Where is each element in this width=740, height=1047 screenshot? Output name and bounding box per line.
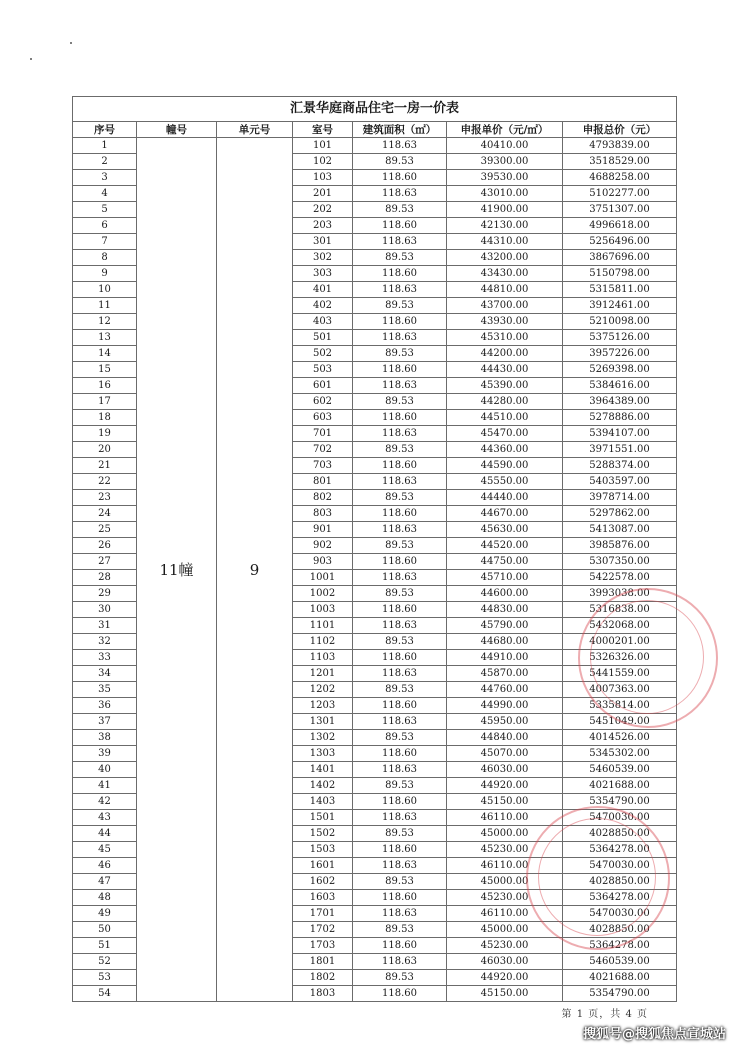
cell-serial: 18 xyxy=(73,410,137,426)
cell-room: 802 xyxy=(293,490,353,506)
cell-serial: 29 xyxy=(73,586,137,602)
cell-unit-price: 45000.00 xyxy=(447,874,563,890)
cell-total-price: 5307350.00 xyxy=(563,554,677,570)
cell-total-price: 4028850.00 xyxy=(563,922,677,938)
cell-area: 118.60 xyxy=(353,554,447,570)
cell-total-price: 5278886.00 xyxy=(563,410,677,426)
cell-serial: 44 xyxy=(73,826,137,842)
cell-unit-price: 44840.00 xyxy=(447,730,563,746)
cell-area: 118.63 xyxy=(353,282,447,298)
cell-serial: 28 xyxy=(73,570,137,586)
cell-area: 118.63 xyxy=(353,762,447,778)
cell-unit-price: 44310.00 xyxy=(447,234,563,250)
cell-area: 118.63 xyxy=(353,186,447,202)
cell-total-price: 5364278.00 xyxy=(563,842,677,858)
cell-room: 201 xyxy=(293,186,353,202)
cell-total-price: 5326326.00 xyxy=(563,650,677,666)
cell-area: 89.53 xyxy=(353,586,447,602)
cell-serial: 25 xyxy=(73,522,137,538)
cell-serial: 26 xyxy=(73,538,137,554)
cell-room: 903 xyxy=(293,554,353,570)
cell-serial: 8 xyxy=(73,250,137,266)
cell-serial: 31 xyxy=(73,618,137,634)
cell-area: 89.53 xyxy=(353,970,447,986)
cell-serial: 4 xyxy=(73,186,137,202)
cell-area: 89.53 xyxy=(353,250,447,266)
cell-area: 89.53 xyxy=(353,298,447,314)
header-total-price: 申报总价（元） xyxy=(563,122,677,138)
cell-unit-price: 45230.00 xyxy=(447,842,563,858)
cell-total-price: 5441559.00 xyxy=(563,666,677,682)
page-number: 第 1 页，共 4 页 xyxy=(561,1009,648,1020)
cell-unit-price: 45230.00 xyxy=(447,938,563,954)
cell-serial: 52 xyxy=(73,954,137,970)
cell-unit-price: 43930.00 xyxy=(447,314,563,330)
cell-total-price: 5422578.00 xyxy=(563,570,677,586)
cell-serial: 34 xyxy=(73,666,137,682)
cell-unit-price: 45470.00 xyxy=(447,426,563,442)
cell-unit-price: 44810.00 xyxy=(447,282,563,298)
cell-total-price: 5364278.00 xyxy=(563,890,677,906)
cell-serial: 33 xyxy=(73,650,137,666)
cell-total-price: 5413087.00 xyxy=(563,522,677,538)
cell-total-price: 4793839.00 xyxy=(563,138,677,154)
cell-unit-price: 43010.00 xyxy=(447,186,563,202)
cell-serial: 13 xyxy=(73,330,137,346)
cell-room: 102 xyxy=(293,154,353,170)
cell-serial: 5 xyxy=(73,202,137,218)
cell-total-price: 5297862.00 xyxy=(563,506,677,522)
cell-unit-price: 44830.00 xyxy=(447,602,563,618)
cell-serial: 21 xyxy=(73,458,137,474)
cell-area: 118.63 xyxy=(353,234,447,250)
cell-area: 89.53 xyxy=(353,154,447,170)
cell-serial: 15 xyxy=(73,362,137,378)
cell-total-price: 5256496.00 xyxy=(563,234,677,250)
cell-total-price: 5375126.00 xyxy=(563,330,677,346)
cell-serial: 12 xyxy=(73,314,137,330)
cell-area: 118.63 xyxy=(353,570,447,586)
cell-area: 89.53 xyxy=(353,202,447,218)
cell-room: 901 xyxy=(293,522,353,538)
cell-unit-price: 45630.00 xyxy=(447,522,563,538)
cell-room: 101 xyxy=(293,138,353,154)
cell-total-price: 5470030.00 xyxy=(563,810,677,826)
cell-unit-price: 44920.00 xyxy=(447,970,563,986)
cell-unit-price: 45150.00 xyxy=(447,986,563,1002)
cell-serial: 3 xyxy=(73,170,137,186)
cell-total-price: 3978714.00 xyxy=(563,490,677,506)
cell-serial: 36 xyxy=(73,698,137,714)
cell-unit-price: 44750.00 xyxy=(447,554,563,570)
cell-room: 1003 xyxy=(293,602,353,618)
cell-serial: 23 xyxy=(73,490,137,506)
source-watermark: 搜狐号@搜狐焦点宣城站 xyxy=(582,1027,726,1042)
cell-unit-price: 43700.00 xyxy=(447,298,563,314)
cell-total-price: 5102277.00 xyxy=(563,186,677,202)
cell-room: 701 xyxy=(293,426,353,442)
cell-total-price: 3518529.00 xyxy=(563,154,677,170)
cell-room: 1501 xyxy=(293,810,353,826)
header-area: 建筑面积（㎡） xyxy=(353,122,447,138)
header-building: 幢号 xyxy=(137,122,217,138)
cell-total-price: 5451049.00 xyxy=(563,714,677,730)
cell-room: 601 xyxy=(293,378,353,394)
cell-unit-price: 45950.00 xyxy=(447,714,563,730)
cell-room: 1001 xyxy=(293,570,353,586)
cell-total-price: 5394107.00 xyxy=(563,426,677,442)
cell-serial: 43 xyxy=(73,810,137,826)
cell-building: 11幢 xyxy=(137,138,217,1002)
cell-unit-price: 42130.00 xyxy=(447,218,563,234)
cell-area: 118.63 xyxy=(353,906,447,922)
cell-unit-price: 44520.00 xyxy=(447,538,563,554)
cell-total-price: 5150798.00 xyxy=(563,266,677,282)
cell-unit-price: 44670.00 xyxy=(447,506,563,522)
cell-room: 1502 xyxy=(293,826,353,842)
cell-area: 118.60 xyxy=(353,314,447,330)
cell-area: 118.60 xyxy=(353,842,447,858)
cell-room: 1701 xyxy=(293,906,353,922)
cell-serial: 39 xyxy=(73,746,137,762)
cell-area: 89.53 xyxy=(353,538,447,554)
cell-area: 118.60 xyxy=(353,170,447,186)
cell-unit-price: 45870.00 xyxy=(447,666,563,682)
cell-total-price: 3993038.00 xyxy=(563,586,677,602)
cell-area: 118.60 xyxy=(353,986,447,1002)
cell-room: 1703 xyxy=(293,938,353,954)
cell-serial: 45 xyxy=(73,842,137,858)
cell-room: 1002 xyxy=(293,586,353,602)
cell-total-price: 3985876.00 xyxy=(563,538,677,554)
cell-total-price: 3971551.00 xyxy=(563,442,677,458)
cell-area: 118.60 xyxy=(353,890,447,906)
cell-area: 118.60 xyxy=(353,266,447,282)
cell-room: 1101 xyxy=(293,618,353,634)
cell-area: 89.53 xyxy=(353,346,447,362)
cell-total-price: 5403597.00 xyxy=(563,474,677,490)
cell-area: 118.63 xyxy=(353,858,447,874)
cell-total-price: 3912461.00 xyxy=(563,298,677,314)
cell-area: 118.60 xyxy=(353,698,447,714)
cell-room: 703 xyxy=(293,458,353,474)
cell-total-price: 4021688.00 xyxy=(563,778,677,794)
cell-unit-price: 44440.00 xyxy=(447,490,563,506)
cell-room: 603 xyxy=(293,410,353,426)
cell-unit-price: 43430.00 xyxy=(447,266,563,282)
cell-total-price: 5470030.00 xyxy=(563,858,677,874)
cell-unit-price: 45390.00 xyxy=(447,378,563,394)
cell-serial: 6 xyxy=(73,218,137,234)
cell-unit-price: 45790.00 xyxy=(447,618,563,634)
cell-serial: 1 xyxy=(73,138,137,154)
cell-room: 503 xyxy=(293,362,353,378)
cell-unit-price: 45310.00 xyxy=(447,330,563,346)
cell-room: 1402 xyxy=(293,778,353,794)
cell-room: 1202 xyxy=(293,682,353,698)
cell-room: 1201 xyxy=(293,666,353,682)
cell-unit-price: 46110.00 xyxy=(447,810,563,826)
cell-area: 118.63 xyxy=(353,426,447,442)
cell-room: 202 xyxy=(293,202,353,218)
cell-total-price: 3957226.00 xyxy=(563,346,677,362)
cell-total-price: 5335814.00 xyxy=(563,698,677,714)
cell-area: 118.63 xyxy=(353,954,447,970)
cell-area: 118.60 xyxy=(353,794,447,810)
cell-total-price: 5269398.00 xyxy=(563,362,677,378)
cell-room: 602 xyxy=(293,394,353,410)
header-room: 室号 xyxy=(293,122,353,138)
cell-unit-price: 45230.00 xyxy=(447,890,563,906)
cell-area: 118.63 xyxy=(353,330,447,346)
cell-serial: 11 xyxy=(73,298,137,314)
cell-total-price: 3751307.00 xyxy=(563,202,677,218)
cell-unit-price: 44280.00 xyxy=(447,394,563,410)
cell-area: 118.63 xyxy=(353,138,447,154)
cell-room: 1403 xyxy=(293,794,353,810)
cell-room: 302 xyxy=(293,250,353,266)
table-title: 汇景华庭商品住宅一房一价表 xyxy=(72,96,677,121)
cell-unit-price: 44760.00 xyxy=(447,682,563,698)
cell-unit-price: 44920.00 xyxy=(447,778,563,794)
cell-area: 118.63 xyxy=(353,378,447,394)
cell-room: 303 xyxy=(293,266,353,282)
cell-serial: 9 xyxy=(73,266,137,282)
cell-total-price: 5345302.00 xyxy=(563,746,677,762)
cell-total-price: 4028850.00 xyxy=(563,826,677,842)
cell-room: 1603 xyxy=(293,890,353,906)
cell-unit-price: 44510.00 xyxy=(447,410,563,426)
cell-room: 1803 xyxy=(293,986,353,1002)
cell-total-price: 3867696.00 xyxy=(563,250,677,266)
cell-total-price: 3964389.00 xyxy=(563,394,677,410)
cell-serial: 54 xyxy=(73,986,137,1002)
cell-unit-price: 44680.00 xyxy=(447,634,563,650)
cell-area: 118.63 xyxy=(353,474,447,490)
cell-total-price: 4688258.00 xyxy=(563,170,677,186)
cell-room: 1401 xyxy=(293,762,353,778)
cell-unit-number: 9 xyxy=(217,138,293,1002)
cell-room: 801 xyxy=(293,474,353,490)
cell-serial: 38 xyxy=(73,730,137,746)
cell-room: 1302 xyxy=(293,730,353,746)
cell-serial: 53 xyxy=(73,970,137,986)
cell-serial: 47 xyxy=(73,874,137,890)
cell-room: 203 xyxy=(293,218,353,234)
header-unit: 单元号 xyxy=(217,122,293,138)
cell-room: 402 xyxy=(293,298,353,314)
cell-room: 1503 xyxy=(293,842,353,858)
cell-area: 118.60 xyxy=(353,746,447,762)
cell-room: 403 xyxy=(293,314,353,330)
cell-total-price: 5364278.00 xyxy=(563,938,677,954)
cell-area: 118.63 xyxy=(353,618,447,634)
cell-total-price: 5354790.00 xyxy=(563,794,677,810)
cell-area: 118.60 xyxy=(353,506,447,522)
cell-room: 1702 xyxy=(293,922,353,938)
cell-total-price: 4000201.00 xyxy=(563,634,677,650)
cell-area: 89.53 xyxy=(353,682,447,698)
cell-total-price: 5384616.00 xyxy=(563,378,677,394)
cell-room: 1301 xyxy=(293,714,353,730)
cell-total-price: 5460539.00 xyxy=(563,762,677,778)
cell-total-price: 5354790.00 xyxy=(563,986,677,1002)
cell-area: 89.53 xyxy=(353,394,447,410)
cell-serial: 32 xyxy=(73,634,137,650)
cell-serial: 40 xyxy=(73,762,137,778)
cell-serial: 19 xyxy=(73,426,137,442)
cell-serial: 46 xyxy=(73,858,137,874)
cell-unit-price: 40410.00 xyxy=(447,138,563,154)
header-unit-price: 申报单价（元/㎡） xyxy=(447,122,563,138)
cell-unit-price: 39530.00 xyxy=(447,170,563,186)
cell-area: 118.60 xyxy=(353,458,447,474)
cell-area: 118.63 xyxy=(353,810,447,826)
cell-area: 118.60 xyxy=(353,650,447,666)
cell-room: 1802 xyxy=(293,970,353,986)
scan-speck xyxy=(70,42,72,44)
cell-room: 1203 xyxy=(293,698,353,714)
cell-serial: 2 xyxy=(73,154,137,170)
cell-unit-price: 44430.00 xyxy=(447,362,563,378)
cell-area: 118.63 xyxy=(353,666,447,682)
cell-room: 501 xyxy=(293,330,353,346)
cell-total-price: 5315811.00 xyxy=(563,282,677,298)
cell-area: 89.53 xyxy=(353,826,447,842)
cell-area: 89.53 xyxy=(353,634,447,650)
cell-serial: 10 xyxy=(73,282,137,298)
cell-unit-price: 45550.00 xyxy=(447,474,563,490)
cell-area: 118.60 xyxy=(353,602,447,618)
cell-unit-price: 46110.00 xyxy=(447,906,563,922)
cell-total-price: 4014526.00 xyxy=(563,730,677,746)
cell-serial: 30 xyxy=(73,602,137,618)
cell-area: 89.53 xyxy=(353,490,447,506)
cell-room: 1103 xyxy=(293,650,353,666)
cell-room: 702 xyxy=(293,442,353,458)
cell-total-price: 4021688.00 xyxy=(563,970,677,986)
cell-serial: 48 xyxy=(73,890,137,906)
scan-speck xyxy=(30,58,32,60)
cell-room: 502 xyxy=(293,346,353,362)
table-header-row xyxy=(73,122,677,138)
cell-serial: 16 xyxy=(73,378,137,394)
cell-total-price: 5432068.00 xyxy=(563,618,677,634)
cell-unit-price: 39300.00 xyxy=(447,154,563,170)
cell-total-price: 5210098.00 xyxy=(563,314,677,330)
cell-unit-price: 44590.00 xyxy=(447,458,563,474)
cell-serial: 37 xyxy=(73,714,137,730)
cell-room: 902 xyxy=(293,538,353,554)
cell-unit-price: 44200.00 xyxy=(447,346,563,362)
cell-area: 89.53 xyxy=(353,442,447,458)
cell-room: 103 xyxy=(293,170,353,186)
cell-room: 1102 xyxy=(293,634,353,650)
cell-unit-price: 46110.00 xyxy=(447,858,563,874)
cell-unit-price: 45710.00 xyxy=(447,570,563,586)
cell-total-price: 4996618.00 xyxy=(563,218,677,234)
cell-total-price: 5288374.00 xyxy=(563,458,677,474)
cell-unit-price: 45070.00 xyxy=(447,746,563,762)
cell-serial: 51 xyxy=(73,938,137,954)
cell-total-price: 5460539.00 xyxy=(563,954,677,970)
cell-unit-price: 46030.00 xyxy=(447,954,563,970)
cell-serial: 14 xyxy=(73,346,137,362)
cell-room: 1601 xyxy=(293,858,353,874)
cell-room: 401 xyxy=(293,282,353,298)
cell-area: 89.53 xyxy=(353,874,447,890)
cell-unit-price: 46030.00 xyxy=(447,762,563,778)
cell-room: 301 xyxy=(293,234,353,250)
cell-total-price: 5470030.00 xyxy=(563,906,677,922)
cell-total-price: 4028850.00 xyxy=(563,874,677,890)
cell-serial: 17 xyxy=(73,394,137,410)
cell-room: 803 xyxy=(293,506,353,522)
cell-unit-price: 45000.00 xyxy=(447,826,563,842)
cell-unit-price: 45150.00 xyxy=(447,794,563,810)
cell-area: 118.60 xyxy=(353,218,447,234)
cell-room: 1801 xyxy=(293,954,353,970)
cell-unit-price: 45000.00 xyxy=(447,922,563,938)
cell-area: 118.63 xyxy=(353,522,447,538)
cell-area: 118.60 xyxy=(353,938,447,954)
cell-serial: 20 xyxy=(73,442,137,458)
cell-room: 1303 xyxy=(293,746,353,762)
price-table xyxy=(72,96,677,1002)
cell-area: 89.53 xyxy=(353,730,447,746)
header-serial: 序号 xyxy=(73,122,137,138)
cell-serial: 22 xyxy=(73,474,137,490)
cell-serial: 35 xyxy=(73,682,137,698)
cell-area: 89.53 xyxy=(353,922,447,938)
cell-room: 1602 xyxy=(293,874,353,890)
cell-serial: 41 xyxy=(73,778,137,794)
cell-area: 89.53 xyxy=(353,778,447,794)
cell-total-price: 5316838.00 xyxy=(563,602,677,618)
cell-unit-price: 44360.00 xyxy=(447,442,563,458)
cell-unit-price: 44990.00 xyxy=(447,698,563,714)
cell-serial: 49 xyxy=(73,906,137,922)
table-row xyxy=(73,138,677,154)
cell-unit-price: 43200.00 xyxy=(447,250,563,266)
cell-serial: 50 xyxy=(73,922,137,938)
cell-serial: 24 xyxy=(73,506,137,522)
cell-total-price: 4007363.00 xyxy=(563,682,677,698)
cell-area: 118.60 xyxy=(353,362,447,378)
cell-unit-price: 41900.00 xyxy=(447,202,563,218)
cell-serial: 7 xyxy=(73,234,137,250)
cell-serial: 42 xyxy=(73,794,137,810)
cell-serial: 27 xyxy=(73,554,137,570)
cell-area: 118.63 xyxy=(353,714,447,730)
cell-area: 118.60 xyxy=(353,410,447,426)
cell-unit-price: 44600.00 xyxy=(447,586,563,602)
cell-unit-price: 44910.00 xyxy=(447,650,563,666)
